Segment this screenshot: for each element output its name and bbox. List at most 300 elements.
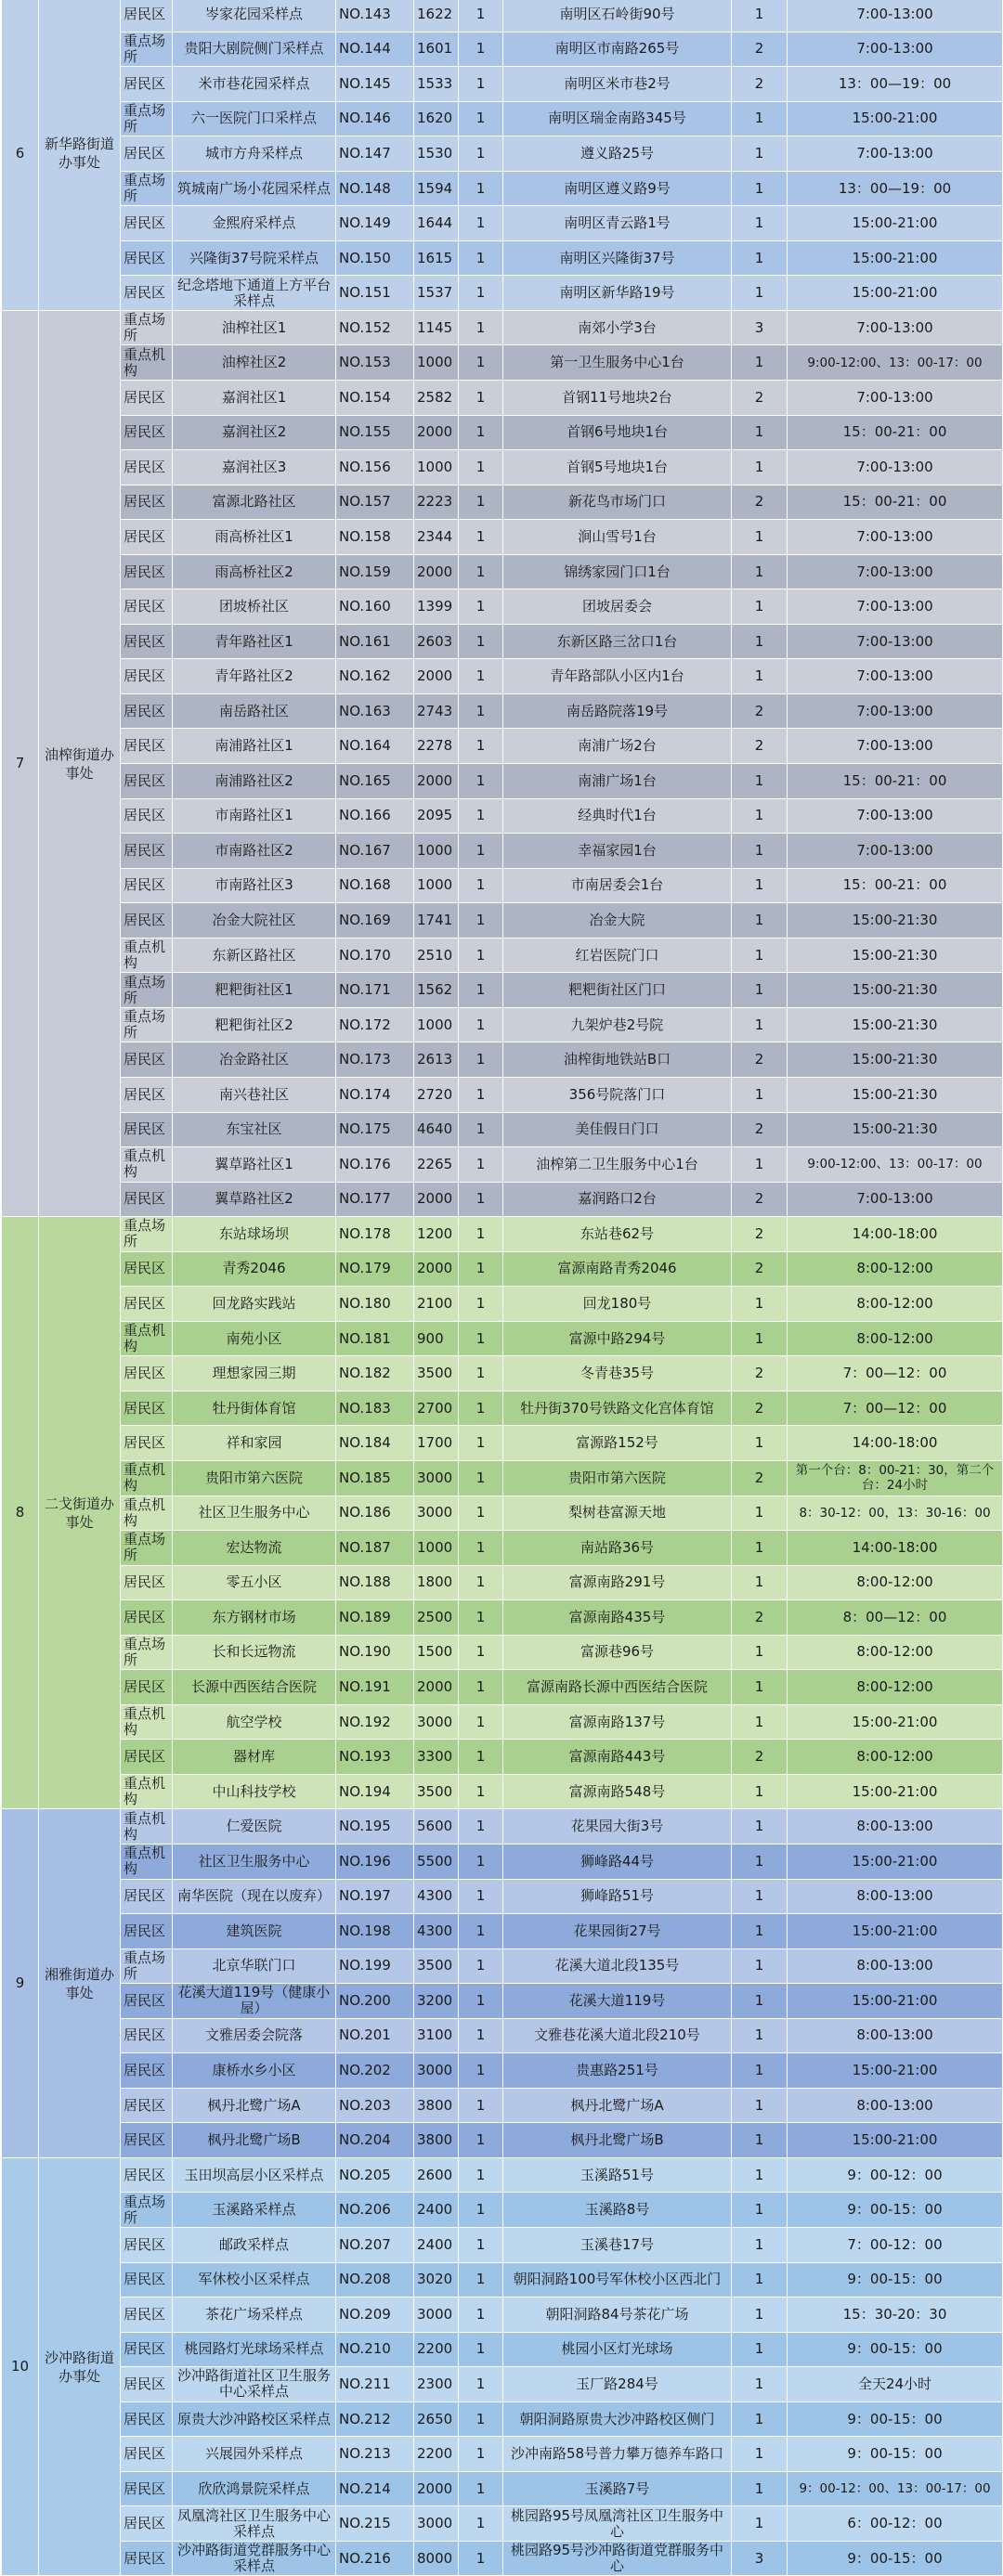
capacity-cell: 1601 <box>414 32 459 67</box>
site-type-cell: 重点场所 <box>121 1635 173 1670</box>
count-cell: 1 <box>459 1948 503 1984</box>
desk-count-cell: 1 <box>732 206 788 241</box>
capacity-cell: 2265 <box>414 1147 459 1183</box>
site-number-cell: NO.151 <box>336 276 414 311</box>
capacity-cell: 4300 <box>414 1914 459 1949</box>
site-number-cell: NO.213 <box>336 2437 414 2472</box>
site-type-cell: 居民区 <box>121 834 173 869</box>
count-cell: 1 <box>459 485 503 520</box>
address-cell: 枫丹北鹭广场B <box>503 2123 732 2158</box>
address-cell: 富源南路青秀2046 <box>503 1251 732 1287</box>
site-type-cell: 重点机构 <box>121 1844 173 1879</box>
hours-cell: 7：00-12：00 <box>788 2228 1003 2263</box>
site-type-cell: 居民区 <box>121 589 173 625</box>
site-type-cell: 居民区 <box>121 1251 173 1287</box>
capacity-cell: 3000 <box>414 1704 459 1740</box>
site-type-cell: 重点机构 <box>121 345 173 381</box>
hours-cell: 15：30-20：30 <box>788 2298 1003 2333</box>
group-index-cell: 7 <box>2 310 39 1216</box>
site-number-cell: NO.184 <box>336 1426 414 1461</box>
hours-cell: 13：00—19：00 <box>788 171 1003 206</box>
capacity-cell: 2000 <box>414 1670 459 1705</box>
site-type-cell: 重点场所 <box>121 973 173 1008</box>
desk-count-cell: 1 <box>732 2437 788 2472</box>
site-number-cell: NO.164 <box>336 729 414 764</box>
count-cell: 1 <box>459 2401 503 2437</box>
address-cell: 桃园路95号沙冲路街道党群服务中心 <box>503 2541 732 2576</box>
site-type-cell: 居民区 <box>121 2541 173 2576</box>
hours-cell: 7:00-13:00 <box>788 798 1003 834</box>
count-cell: 1 <box>459 240 503 276</box>
capacity-cell: 2300 <box>414 2367 459 2402</box>
address-cell: 新花鸟市场门口 <box>503 485 732 520</box>
desk-count-cell: 1 <box>732 2471 788 2506</box>
site-number-cell: NO.172 <box>336 1007 414 1042</box>
site-number-cell: NO.145 <box>336 67 414 102</box>
site-number-cell: NO.157 <box>336 485 414 520</box>
site-name-cell: 嘉润社区1 <box>173 381 336 416</box>
site-number-cell: NO.193 <box>336 1740 414 1775</box>
hours-cell: 7:00-13:00 <box>788 554 1003 589</box>
address-cell: 南浦广场2台 <box>503 729 732 764</box>
address-cell: 市南居委会1台 <box>503 868 732 903</box>
address-cell: 富源中路294号 <box>503 1321 732 1356</box>
site-name-cell: 南苑小区 <box>173 1321 336 1356</box>
address-cell: 朝阳洞路84号茶花广场 <box>503 2298 732 2333</box>
site-number-cell: NO.154 <box>336 381 414 416</box>
site-type-cell: 居民区 <box>121 729 173 764</box>
hours-cell: 9：00-15：00 <box>788 2262 1003 2298</box>
count-cell: 1 <box>459 903 503 938</box>
address-cell: 花溪大道北段135号 <box>503 1948 732 1984</box>
district-cell: 湘雅街道办事处 <box>39 1809 121 2157</box>
site-name-cell: 贵阳大剧院侧门采样点 <box>173 32 336 67</box>
hours-cell: 15:00-21:30 <box>788 1112 1003 1147</box>
hours-cell: 8:00-13:00 <box>788 1879 1003 1914</box>
desk-count-cell: 1 <box>732 659 788 694</box>
count-cell: 1 <box>459 624 503 659</box>
table-row <box>2 2193 1003 2228</box>
table-row <box>2 310 1003 345</box>
address-cell: 玉溪路8号 <box>503 2193 732 2228</box>
desk-count-cell: 1 <box>732 624 788 659</box>
table-row <box>2 32 1003 67</box>
site-type-cell: 居民区 <box>121 1670 173 1705</box>
site-number-cell: NO.177 <box>336 1182 414 1217</box>
site-number-cell: NO.201 <box>336 2018 414 2053</box>
hours-cell: 7:00-13:00 <box>788 520 1003 555</box>
site-number-cell: NO.155 <box>336 415 414 450</box>
hours-cell: 15：00-21：00 <box>788 485 1003 520</box>
address-cell: 红岩医院门口 <box>503 938 732 973</box>
site-number-cell: NO.191 <box>336 1670 414 1705</box>
site-number-cell: NO.200 <box>336 1984 414 2019</box>
address-cell: 桃园路95号凤凰湾社区卫生服务中心 <box>503 2506 732 2542</box>
site-type-cell: 居民区 <box>121 1287 173 1322</box>
site-number-cell: NO.166 <box>336 798 414 834</box>
site-name-cell: 青秀2046 <box>173 1251 336 1287</box>
address-cell: 贵阳市第六医院 <box>503 1460 732 1495</box>
count-cell: 1 <box>459 1879 503 1914</box>
count-cell: 1 <box>459 32 503 67</box>
address-cell: 朝阳洞路原贵大沙冲路校区侧门 <box>503 2401 732 2437</box>
table-row <box>2 693 1003 729</box>
capacity-cell: 1622 <box>414 0 459 32</box>
site-name-cell: 市南路社区2 <box>173 834 336 869</box>
site-name-cell: 南浦路社区1 <box>173 729 336 764</box>
desk-count-cell: 1 <box>732 450 788 485</box>
address-cell: 南浦广场1台 <box>503 764 732 799</box>
count-cell: 1 <box>459 1844 503 1879</box>
site-type-cell: 居民区 <box>121 1391 173 1426</box>
site-name-cell: 雨高桥社区1 <box>173 520 336 555</box>
hours-cell: 14:00-18:00 <box>788 1531 1003 1566</box>
table-row <box>2 868 1003 903</box>
count-cell: 1 <box>459 2088 503 2123</box>
site-name-cell: 东站球场坝 <box>173 1217 336 1252</box>
hours-cell: 7:00-13:00 <box>788 693 1003 729</box>
table-row <box>2 1635 1003 1670</box>
hours-cell: 15:00-21:00 <box>788 2053 1003 2089</box>
desk-count-cell: 1 <box>732 798 788 834</box>
table-row <box>2 1217 1003 1252</box>
capacity-cell: 3800 <box>414 2088 459 2123</box>
address-cell: 东站巷62号 <box>503 1217 732 1252</box>
site-number-cell: NO.174 <box>336 1077 414 1112</box>
desk-count-cell: 1 <box>732 2506 788 2542</box>
address-cell: 锦绣家园门口1台 <box>503 554 732 589</box>
address-cell: 南明区瑞金南路345号 <box>503 101 732 136</box>
site-name-cell: 翼草路社区2 <box>173 1182 336 1217</box>
table-row <box>2 624 1003 659</box>
address-cell: 玉溪巷17号 <box>503 2228 732 2263</box>
district-cell: 新华路街道办事处 <box>39 0 121 310</box>
count-cell: 1 <box>459 693 503 729</box>
desk-count-cell: 3 <box>732 2541 788 2576</box>
capacity-cell: 5600 <box>414 1809 459 1845</box>
capacity-cell: 1000 <box>414 868 459 903</box>
hours-cell: 8:00-12:00 <box>788 1287 1003 1322</box>
site-type-cell: 重点场所 <box>121 1007 173 1042</box>
site-number-cell: NO.205 <box>336 2157 414 2193</box>
count-cell: 1 <box>459 2541 503 2576</box>
hours-cell: 8:00-13:00 <box>788 1948 1003 1984</box>
site-number-cell: NO.175 <box>336 1112 414 1147</box>
site-name-cell: 花溪大道119号（健康小屋） <box>173 1984 336 2019</box>
table-row <box>2 415 1003 450</box>
hours-cell: 15：00-21：00 <box>788 764 1003 799</box>
site-type-cell: 重点机构 <box>121 1809 173 1845</box>
desk-count-cell: 1 <box>732 2018 788 2053</box>
desk-count-cell: 1 <box>732 345 788 381</box>
site-number-cell: NO.212 <box>336 2401 414 2437</box>
table-row <box>2 973 1003 1008</box>
site-name-cell: 康桥水乡小区 <box>173 2053 336 2089</box>
site-type-cell: 居民区 <box>121 1565 173 1600</box>
site-name-cell: 富源北路社区 <box>173 485 336 520</box>
hours-cell: 7:00-13:00 <box>788 310 1003 345</box>
table-row <box>2 450 1003 485</box>
site-number-cell: NO.163 <box>336 693 414 729</box>
count-cell: 1 <box>459 2053 503 2089</box>
address-cell: 花果园街27号 <box>503 1914 732 1949</box>
site-type-cell: 居民区 <box>121 2367 173 2402</box>
count-cell: 1 <box>459 1391 503 1426</box>
count-cell: 1 <box>459 938 503 973</box>
hours-cell: 14:00-18:00 <box>788 1426 1003 1461</box>
count-cell: 1 <box>459 798 503 834</box>
site-name-cell: 回龙路实践站 <box>173 1287 336 1322</box>
count-cell: 1 <box>459 1321 503 1356</box>
hours-cell: 7:00-13:00 <box>788 136 1003 172</box>
capacity-cell: 3000 <box>414 1495 459 1531</box>
site-number-cell: NO.202 <box>336 2053 414 2089</box>
address-cell: 玉厂路284号 <box>503 2367 732 2402</box>
site-type-cell: 居民区 <box>121 1600 173 1636</box>
desk-count-cell: 2 <box>732 67 788 102</box>
site-number-cell: NO.208 <box>336 2262 414 2298</box>
table-row <box>2 1984 1003 2019</box>
table-row <box>2 1251 1003 1287</box>
address-cell: 南明区石岭街90号 <box>503 0 732 32</box>
address-cell: 南岳路院落19号 <box>503 693 732 729</box>
capacity-cell: 2100 <box>414 1287 459 1322</box>
capacity-cell: 4300 <box>414 1879 459 1914</box>
capacity-cell: 1800 <box>414 1565 459 1600</box>
address-cell: 文雅巷花溪大道北段210号 <box>503 2018 732 2053</box>
site-number-cell: NO.190 <box>336 1635 414 1670</box>
table-row <box>2 2471 1003 2506</box>
count-cell: 1 <box>459 2437 503 2472</box>
table-row <box>2 1565 1003 1600</box>
capacity-cell: 3300 <box>414 1740 459 1775</box>
site-number-cell: NO.158 <box>336 520 414 555</box>
site-name-cell: 桃园路灯光球场采样点 <box>173 2332 336 2367</box>
hours-cell: 7:00-13:00 <box>788 381 1003 416</box>
address-cell: 青年路部队小区内1台 <box>503 659 732 694</box>
table-row <box>2 1391 1003 1426</box>
site-name-cell: 南兴巷社区 <box>173 1077 336 1112</box>
desk-count-cell: 2 <box>732 1740 788 1775</box>
hours-cell: 7：00—12：00 <box>788 1356 1003 1392</box>
count-cell: 1 <box>459 206 503 241</box>
table-row <box>2 798 1003 834</box>
hours-cell: 7：00—12：00 <box>788 1391 1003 1426</box>
site-number-cell: NO.187 <box>336 1531 414 1566</box>
count-cell: 1 <box>459 2298 503 2333</box>
desk-count-cell: 1 <box>732 903 788 938</box>
site-type-cell: 居民区 <box>121 2401 173 2437</box>
capacity-cell: 2000 <box>414 415 459 450</box>
group-index-cell: 8 <box>2 1217 39 1809</box>
hours-cell: 9：00-15：00 <box>788 2401 1003 2437</box>
capacity-cell: 3000 <box>414 1460 459 1495</box>
site-name-cell: 雨高桥社区2 <box>173 554 336 589</box>
site-name-cell: 兴展园外采样点 <box>173 2437 336 2472</box>
desk-count-cell: 2 <box>732 1112 788 1147</box>
count-cell: 1 <box>459 589 503 625</box>
site-name-cell: 东方钢材市场 <box>173 1600 336 1636</box>
site-name-cell: 城市方舟采样点 <box>173 136 336 172</box>
capacity-cell: 2278 <box>414 729 459 764</box>
site-number-cell: NO.198 <box>336 1914 414 1949</box>
table-row <box>2 1704 1003 1740</box>
address-cell: 沙冲南路58号普力攀万德养车路口 <box>503 2437 732 2472</box>
address-cell: 朝阳洞路100号军休校小区西北门 <box>503 2262 732 2298</box>
table-row <box>2 1879 1003 1914</box>
capacity-cell: 1000 <box>414 450 459 485</box>
table-row <box>2 381 1003 416</box>
hours-cell: 15:00-21:30 <box>788 1007 1003 1042</box>
table-row <box>2 1531 1003 1566</box>
site-name-cell: 社区卫生服务中心 <box>173 1495 336 1531</box>
desk-count-cell: 1 <box>732 1704 788 1740</box>
site-name-cell: 南浦路社区2 <box>173 764 336 799</box>
hours-cell: 15:00-21:00 <box>788 1774 1003 1809</box>
desk-count-cell: 1 <box>732 520 788 555</box>
site-name-cell: 粑粑街社区2 <box>173 1007 336 1042</box>
address-cell: 涧山雪号1台 <box>503 520 732 555</box>
site-type-cell: 重点机构 <box>121 938 173 973</box>
count-cell: 1 <box>459 554 503 589</box>
capacity-cell: 1594 <box>414 171 459 206</box>
table-row <box>2 2088 1003 2123</box>
count-cell: 1 <box>459 2123 503 2158</box>
site-name-cell: 沙冲路街道社区卫生服务中心采样点 <box>173 2367 336 2402</box>
district-cell: 油榨街道办事处 <box>39 310 121 1216</box>
table-row <box>2 101 1003 136</box>
capacity-cell: 2000 <box>414 764 459 799</box>
site-name-cell: 嘉润社区3 <box>173 450 336 485</box>
address-cell: 玉溪路7号 <box>503 2471 732 2506</box>
site-name-cell: 沙冲路街道党群服务中心采样点 <box>173 2541 336 2576</box>
address-cell: 幸福家园1台 <box>503 834 732 869</box>
hours-cell: 15:00-21:00 <box>788 240 1003 276</box>
site-type-cell: 居民区 <box>121 764 173 799</box>
table-row <box>2 1670 1003 1705</box>
hours-cell: 全天24小时 <box>788 2367 1003 2402</box>
desk-count-cell: 3 <box>732 310 788 345</box>
address-cell: 九架炉巷2号院 <box>503 1007 732 1042</box>
site-type-cell: 居民区 <box>121 485 173 520</box>
site-name-cell: 筑城南广场小花园采样点 <box>173 171 336 206</box>
count-cell: 1 <box>459 729 503 764</box>
desk-count-cell: 1 <box>732 1531 788 1566</box>
site-name-cell: 南岳路社区 <box>173 693 336 729</box>
site-type-cell: 重点机构 <box>121 1460 173 1495</box>
count-cell: 1 <box>459 1600 503 1636</box>
desk-count-cell: 1 <box>732 1948 788 1984</box>
site-type-cell: 重点机构 <box>121 1495 173 1531</box>
hours-cell: 15:00-21:00 <box>788 276 1003 311</box>
address-cell: 南明区兴隆街37号 <box>503 240 732 276</box>
capacity-cell: 2200 <box>414 2332 459 2367</box>
desk-count-cell: 2 <box>732 32 788 67</box>
capacity-cell: 2510 <box>414 938 459 973</box>
desk-count-cell: 1 <box>732 1495 788 1531</box>
count-cell: 1 <box>459 1182 503 1217</box>
site-number-cell: NO.181 <box>336 1321 414 1356</box>
address-cell: 首钢6号地块1台 <box>503 415 732 450</box>
capacity-cell: 1000 <box>414 834 459 869</box>
hours-cell: 9:00-12:00、13：00-17：00 <box>788 345 1003 381</box>
desk-count-cell: 1 <box>732 2088 788 2123</box>
site-number-cell: NO.210 <box>336 2332 414 2367</box>
site-number-cell: NO.169 <box>336 903 414 938</box>
desk-count-cell: 2 <box>732 1356 788 1392</box>
address-cell: 东新区路三岔口1台 <box>503 624 732 659</box>
desk-count-cell: 1 <box>732 1914 788 1949</box>
table-row <box>2 1321 1003 1356</box>
table-row <box>2 2053 1003 2089</box>
address-cell: 花溪大道119号 <box>503 1984 732 2019</box>
site-number-cell: NO.176 <box>336 1147 414 1183</box>
desk-count-cell: 1 <box>732 2367 788 2402</box>
table-row <box>2 1809 1003 1845</box>
site-number-cell: NO.144 <box>336 32 414 67</box>
count-cell: 1 <box>459 764 503 799</box>
site-name-cell: 油榨社区2 <box>173 345 336 381</box>
site-name-cell: 宏达物流 <box>173 1531 336 1566</box>
count-cell: 1 <box>459 1809 503 1845</box>
site-number-cell: NO.214 <box>336 2471 414 2506</box>
site-name-cell: 纪念塔地下通道上方平台采样点 <box>173 276 336 311</box>
hours-cell: 9：00-15：00 <box>788 2332 1003 2367</box>
desk-count-cell: 1 <box>732 276 788 311</box>
count-cell: 1 <box>459 1495 503 1531</box>
count-cell: 1 <box>459 1914 503 1949</box>
capacity-cell: 2720 <box>414 1077 459 1112</box>
hours-cell: 8:00-13:00 <box>788 2088 1003 2123</box>
hours-cell: 9：00-15：00 <box>788 2437 1003 2472</box>
capacity-cell: 1700 <box>414 1426 459 1461</box>
table-row <box>2 1007 1003 1042</box>
site-type-cell: 居民区 <box>121 206 173 241</box>
count-cell: 1 <box>459 415 503 450</box>
site-type-cell: 居民区 <box>121 136 173 172</box>
count-cell: 1 <box>459 171 503 206</box>
table-row <box>2 1042 1003 1078</box>
table-row <box>2 2018 1003 2053</box>
table-row <box>2 0 1003 32</box>
site-type-cell: 居民区 <box>121 1077 173 1112</box>
desk-count-cell: 1 <box>732 101 788 136</box>
count-cell: 1 <box>459 868 503 903</box>
site-name-cell: 油榨社区1 <box>173 310 336 345</box>
count-cell: 1 <box>459 1565 503 1600</box>
hours-cell: 9：00-12：00、13：00-17：00 <box>788 2471 1003 2506</box>
site-name-cell: 茶花广场采样点 <box>173 2298 336 2333</box>
address-cell: 团坡居委会 <box>503 589 732 625</box>
count-cell: 1 <box>459 1287 503 1322</box>
hours-cell: 7:00-13:00 <box>788 589 1003 625</box>
hours-cell: 14:00-18:00 <box>788 1217 1003 1252</box>
site-type-cell: 居民区 <box>121 903 173 938</box>
site-type-cell: 居民区 <box>121 2298 173 2333</box>
site-name-cell: 青年路社区2 <box>173 659 336 694</box>
address-cell: 富源南路长源中西医结合医院 <box>503 1670 732 1705</box>
desk-count-cell: 2 <box>732 1391 788 1426</box>
desk-count-cell: 2 <box>732 1182 788 1217</box>
site-type-cell: 重点场所 <box>121 310 173 345</box>
site-number-cell: NO.183 <box>336 1391 414 1426</box>
address-cell: 南郊小学3台 <box>503 310 732 345</box>
desk-count-cell: 1 <box>732 1809 788 1845</box>
table-row <box>2 903 1003 938</box>
site-number-cell: NO.197 <box>336 1879 414 1914</box>
capacity-cell: 3100 <box>414 2018 459 2053</box>
site-number-cell: NO.150 <box>336 240 414 276</box>
